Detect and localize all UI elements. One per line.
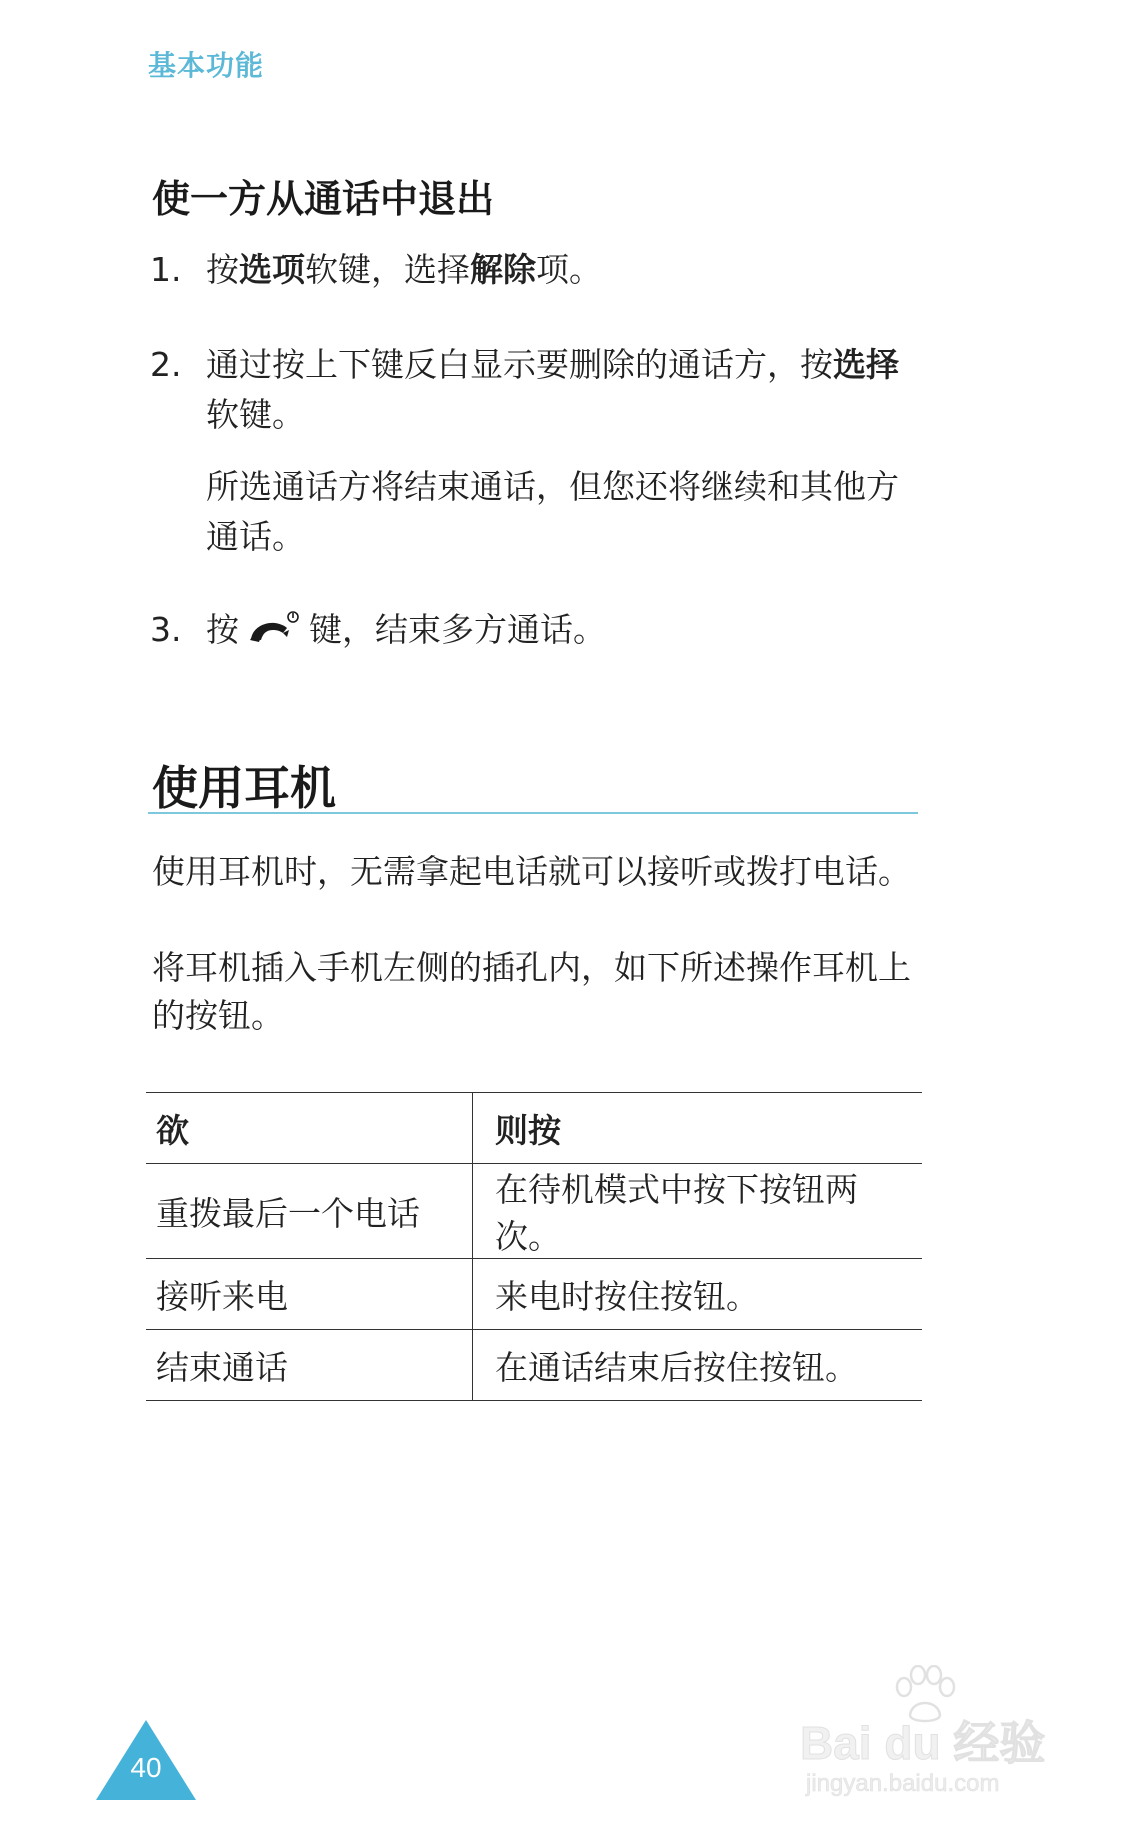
step-2-text-b: 软键。 [206,395,305,434]
table-row [146,1259,922,1330]
step-1-text-b: 软键，选择 [305,250,470,289]
step-1 [150,245,920,295]
page-number: 40 [130,1752,162,1783]
table-header-row [146,1093,922,1164]
headset-para-2: 将耳机插入手机左侧的插孔内，如下所述操作耳机上的按钮。 [152,948,911,1035]
headset-para-1: 使用耳机时，无需拿起电话就可以接听或拨打电话。 [152,852,911,891]
table-cell-action: 结束通话 [146,1330,473,1401]
step-3-text-a: 按 [206,610,239,649]
step-2-note: 所选通话方将结束通话，但您还将继续和其他方通话。 [206,467,899,556]
step-1-number: 1. [150,250,182,289]
table-header-want: 欲 [146,1093,473,1164]
select-softkey-label: 选择 [833,345,899,384]
table-cell-instruction: 来电时按住按钮。 [473,1259,923,1330]
section-header: 基本功能 [148,49,265,82]
options-softkey-label: 选项 [239,250,305,289]
watermark-main-text: Bai du 经验 [800,1717,1046,1769]
watermark-url: jingyan.baidu.com [806,1770,1000,1797]
step-3-number: 3. [150,610,182,649]
table-row [146,1330,922,1401]
step-1-text-a: 按 [206,250,239,289]
heading-drop-party: 使一方从通话中退出 [152,177,495,221]
table-cell-instruction: 在通话结束后按住按钮。 [473,1330,923,1401]
step-3 [150,605,920,655]
table-cell-action: 重拨最后一个电话 [146,1164,473,1259]
baidu-watermark [800,1665,1060,1800]
table-header-press: 则按 [473,1093,923,1164]
headset-button-table [146,1092,922,1401]
step-2-text-a: 通过按上下键反白显示要删除的通话方，按 [206,345,833,384]
table-cell-instruction: 在待机模式中按下按钮两次。 [473,1164,923,1259]
end-call-power-icon [245,609,303,649]
table-cell-action: 接听来电 [146,1259,473,1330]
heading-headset: 使用耳机 [152,761,336,815]
step-2-number: 2. [150,345,182,384]
heading-rule [148,812,918,814]
table-row [146,1164,922,1259]
step-1-text-c: 项。 [536,250,602,289]
remove-option-label: 解除 [470,250,536,289]
step-2 [150,340,920,562]
step-3-text-b: 键，结束多方通话。 [309,610,606,649]
